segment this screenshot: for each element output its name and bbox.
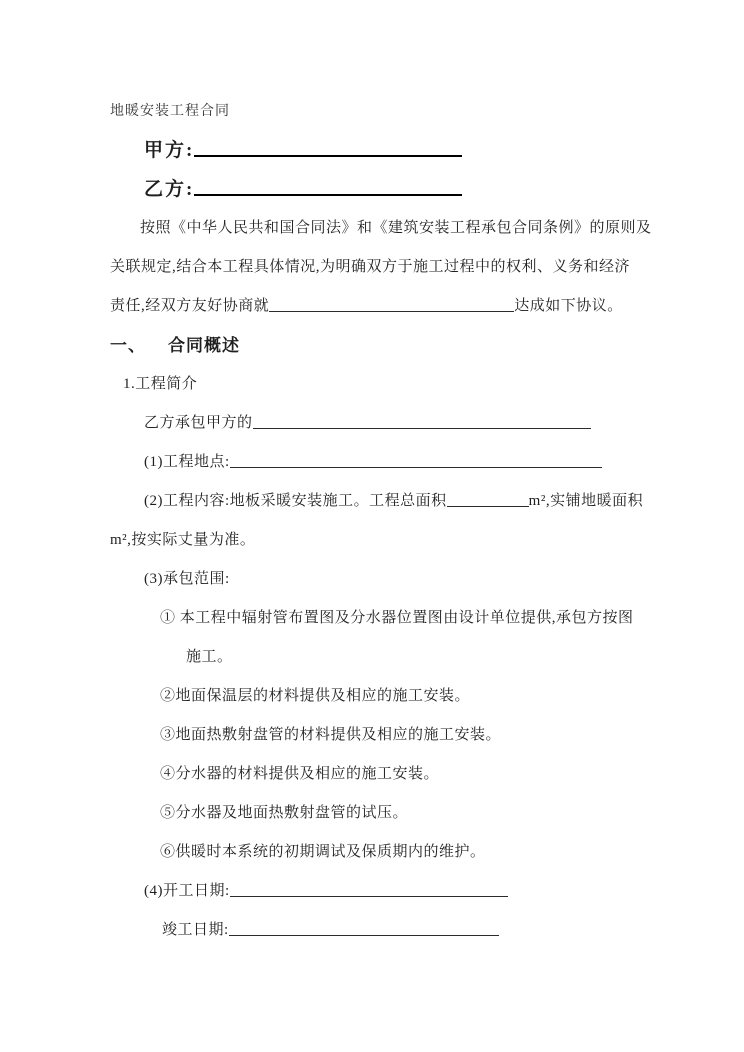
party-b-line — [144, 170, 644, 209]
document-title: 地暖安装工程合同 — [110, 104, 230, 119]
preamble-line-1: 按照《中华人民共和国合同法》和《建筑安装工程承包合同条例》的原则及 — [140, 220, 652, 236]
preamble-line-3-text: 责任,经双方友好协商就 — [110, 298, 270, 314]
project-name-blank — [253, 414, 591, 429]
scope-item-1-line-1: ① 本工程中辐射管布置图及分水器位置图由设计单位提供,承包方按图 — [160, 610, 634, 626]
item-1-location-line — [144, 443, 644, 482]
item-2-prefix: (2)工程内容:地板采暖安装施工。工程总面积 — [144, 493, 447, 509]
project-location-blank — [230, 453, 602, 468]
scope-item-5: ⑤分水器及地面热敷射盘管的试压。 — [160, 805, 409, 821]
preamble-line-3-tail: 达成如下协议。 — [514, 298, 623, 314]
preamble-line-2: 关联规定,结合本工程具体情况,为明确双方于施工过程中的权利、义务和经济 — [110, 259, 631, 275]
section-1-number: 一、 — [110, 336, 146, 355]
agreement-subject-blank — [269, 297, 514, 312]
scope-item-2: ②地面保温层的材料提供及相应的施工安装。 — [160, 688, 471, 704]
scope-item-6: ⑥供暖时本系统的初期调试及保质期内的维护。 — [160, 844, 486, 860]
start-date-blank — [230, 882, 508, 897]
party-a-line — [144, 131, 644, 170]
total-area-blank — [447, 492, 529, 507]
party-a-label: 甲方: — [144, 140, 195, 161]
subsection-1-heading: 1.工程简介 — [123, 376, 198, 392]
section-1-title: 合同概述 — [168, 336, 240, 355]
party-b-label: 乙方: — [144, 179, 195, 200]
item-2-content-line-2: m²,按实际丈量为准。 — [110, 532, 256, 548]
section-1-heading — [110, 326, 644, 365]
item-2-suffix: m²,实铺地暖面积 — [528, 493, 644, 509]
item-4-label: (4)开工日期: — [144, 883, 230, 899]
scope-item-3: ③地面热敷射盘管的材料提供及相应的施工安装。 — [160, 727, 502, 743]
project-intro-prefix: 乙方承包甲方的 — [144, 415, 253, 431]
finish-date-blank — [229, 921, 499, 936]
scope-item-4: ④分水器的材料提供及相应的施工安装。 — [160, 766, 440, 782]
scope-item-1-line-2: 施工。 — [186, 649, 233, 665]
party-b-blank — [194, 177, 462, 196]
party-a-blank — [194, 138, 462, 157]
item-5-label: 竣工日期: — [162, 922, 229, 938]
item-2-content-line-1 — [144, 482, 644, 521]
item-3-scope-label: (3)承包范围: — [144, 571, 230, 587]
item-1-label: (1)工程地点: — [144, 454, 230, 470]
preamble-line-3 — [110, 287, 644, 326]
project-intro-line — [144, 404, 644, 443]
item-4-start-date-line — [144, 872, 644, 911]
item-5-finish-date-line — [162, 911, 644, 950]
